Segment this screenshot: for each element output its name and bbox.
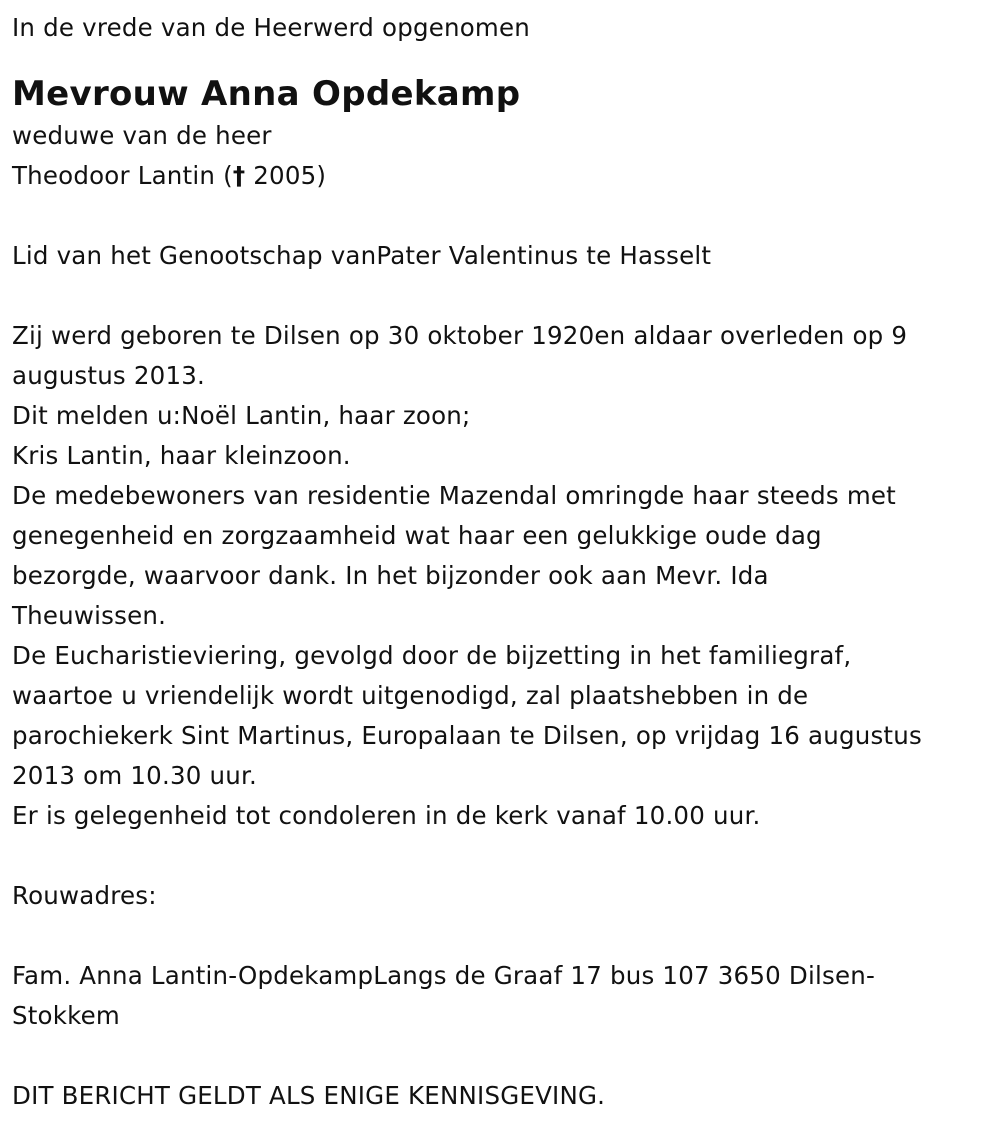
spacer <box>12 1036 988 1076</box>
address-line: Stokkem <box>12 1001 120 1030</box>
paragraph-line: 2013 om 10.30 uur. <box>12 761 257 790</box>
spacer <box>12 836 988 876</box>
membership-line: Lid van het Genootschap vanPater Valentinus te Hasselt <box>12 241 712 270</box>
paragraph-line: genegenheid en zorgzaamheid wat haar een gelukkige oude dag <box>12 521 822 550</box>
paragraph-line: Er is gelegenheid tot condoleren in de kerk vanaf 10.00 uur. <box>12 801 761 830</box>
spouse-name: Theodoor Lantin ( <box>12 161 233 190</box>
spacer <box>12 916 988 956</box>
paragraph-line: Zij werd geboren te Dilsen op 30 oktober 1920en aldaar overleden op 9 <box>12 321 908 350</box>
cross-icon: † <box>232 161 246 190</box>
paragraph-line: Kris Lantin, haar kleinzoon. <box>12 441 351 470</box>
header-line: In de vrede van de Heerwerd opgenomen <box>12 13 530 42</box>
paragraph-line: Theuwissen. <box>12 601 167 630</box>
address-block <box>12 956 988 1036</box>
paragraph-line: bezorgde, waarvoor dank. In het bijzonder ook aan Mevr. Ida <box>12 561 769 590</box>
paragraph-line: Dit melden u:Noël Lantin, haar zoon; <box>12 401 471 430</box>
spacer <box>12 276 988 316</box>
spouse-line <box>12 156 988 196</box>
paragraph-line: De medebewoners van residentie Mazendal omringde haar steeds met <box>12 481 896 510</box>
spouse-death-year: 2005) <box>245 161 327 190</box>
widow-line: weduwe van de heer <box>12 121 272 150</box>
spacer <box>12 196 988 236</box>
address-line: Fam. Anna Lantin-OpdekampLangs de Graaf 17 bus 107 3650 Dilsen- <box>12 961 875 990</box>
announcement-paragraph <box>12 316 988 836</box>
paragraph-line: De Eucharistieviering, gevolgd door de bijzetting in het familiegraf, <box>12 641 852 670</box>
paragraph-line: parochiekerk Sint Martinus, Europalaan te Dilsen, op vrijdag 16 augustus <box>12 721 922 750</box>
paragraph-line: waartoe u vriendelijk wordt uitgenodigd, zal plaatshebben in de <box>12 681 809 710</box>
address-label: Rouwadres: <box>12 881 157 910</box>
paragraph-line: augustus 2013. <box>12 361 206 390</box>
deceased-name: Mevrouw Anna Opdekamp <box>12 74 521 114</box>
footer-notice: DIT BERICHT GELDT ALS ENIGE KENNISGEVING. <box>12 1081 606 1110</box>
